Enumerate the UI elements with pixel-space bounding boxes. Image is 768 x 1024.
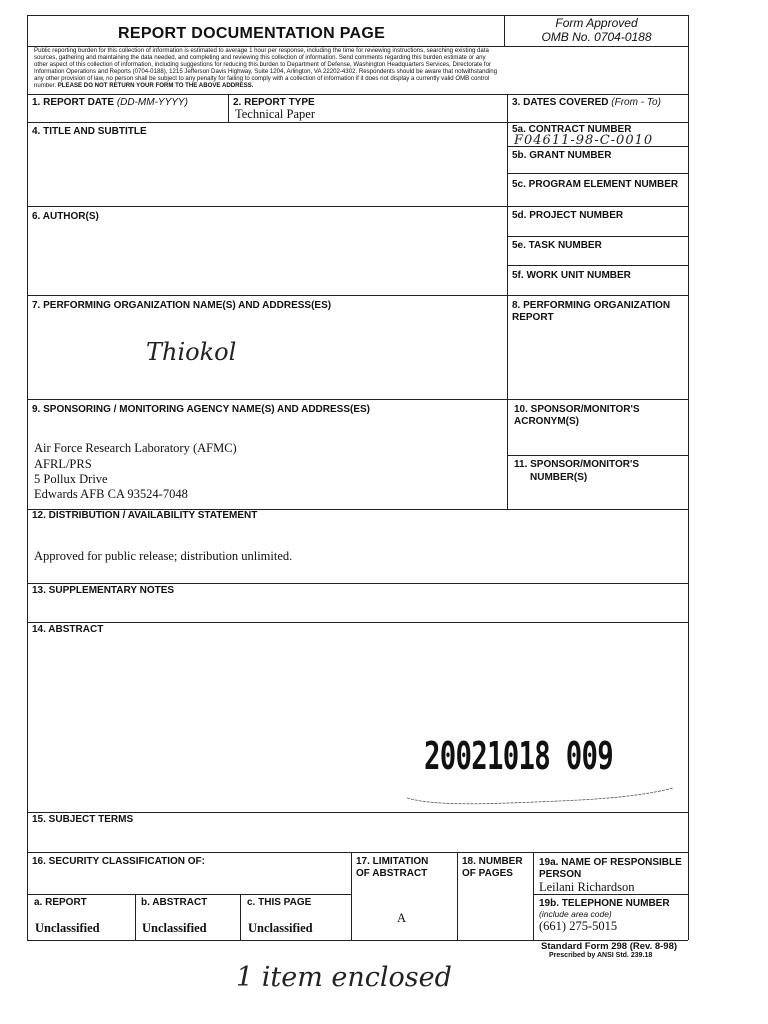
performing-org-label: 7. PERFORMING ORGANIZATION NAME(S) AND ADDRESS(ES) [32,300,332,311]
report-type-value: Technical Paper [235,107,315,121]
work-unit-label: 5f. WORK UNIT NUMBER [512,270,631,281]
divider [507,94,508,509]
divider [507,173,688,174]
prescribed-by-label: Prescribed by ANSI Std. 239.18 [549,952,653,959]
responsible-person-value: Leilani Richardson [539,880,635,894]
contract-number-label: 5a. CONTRACT NUMBER [512,124,632,135]
abstract-class-value: Unclassified [142,921,207,935]
sponsoring-agency-label: 9. SPONSORING / MONITORING AGENCY NAME(S) AND ADDRESS(ES) [32,404,370,415]
contract-number-value: F04611-98-C-0010 [514,133,654,148]
sponsor-number-label-2: NUMBER(S) [530,472,588,483]
divider [27,399,688,400]
task-number-label: 5e. TASK NUMBER [512,240,602,251]
security-classification-label: 16. SECURITY CLASSIFICATION OF: [32,856,205,867]
divider [507,455,688,456]
number-pages-label-1: 18. NUMBER [462,856,523,867]
handwritten-note: 1 item enclosed [236,962,452,993]
divider [27,122,688,123]
limitation-abstract-label-2: OF ABSTRACT [356,868,428,879]
notice-text: Public reporting burden for this collection of information is estimated to average 1 hour per response, including the time for reviewing instructions, searching existing data sources, gathering and maintaining the data needed, and completing and reviewing this collection of information. Send comments regarding this burden estimate or any other aspect of this collection of information, including suggestions for reducing this burden to Department of Defense, Washington Headquarters Services, Directorate for Information Operations and Reports (0704-0188), 1215 Jefferson Davis Highway, Suite 1204, Arlington, VA 22202-4302. Respondents should be aware that notwithstanding any other provision of law, no person shall be subject to any penalty for failing to comply with a collection of information if it does not display a currently valid OMB control number. [34,47,498,89]
form-border-left [27,15,28,940]
sponsor-acronym-label-1: 10. SPONSOR/MONITOR'S [514,404,640,415]
standard-form-label: Standard Form 298 (Rev. 8-98) [541,941,678,952]
divider [228,94,229,122]
number-pages-label-2: OF PAGES [462,868,513,879]
grant-number-label: 5b. GRANT NUMBER [512,150,612,161]
form-approved: Form Approved [555,16,638,30]
report-date-hint: (DD-MM-YYYY) [116,97,188,108]
notice-bold: PLEASE DO NOT RETURN YOUR FORM TO THE ABOVE ADDRESS. [57,82,254,89]
divider [27,295,688,296]
divider [135,894,136,940]
dates-covered-hint: (From - To) [611,97,661,108]
accession-stamp: 20021018 009 [424,734,614,778]
divider [27,94,688,95]
divider [351,852,352,940]
abstract-label: 14. ABSTRACT [32,624,104,635]
responsible-person-label-2: PERSON [539,869,582,880]
project-number-label: 5d. PROJECT NUMBER [512,210,624,221]
performing-org-report-label-1: 8. PERFORMING ORGANIZATION [512,300,671,311]
stamp-underline [405,784,675,808]
subject-terms-label: 15. SUBJECT TERMS [32,814,134,825]
report-type-label: 2. REPORT TYPE [233,97,315,108]
divider [240,894,241,940]
sponsoring-agency-line: 5 Pollux Drive [34,472,108,486]
sponsor-acronym-label-2: ACRONYM(S) [514,416,579,427]
divider [27,622,688,623]
divider [457,852,458,940]
divider [27,206,688,207]
sponsoring-agency-line: AFRL/PRS [34,457,92,471]
title-subtitle-label: 4. TITLE AND SUBTITLE [32,126,147,137]
abstract-class-label: b. ABSTRACT [141,897,208,908]
this-page-class-value: Unclassified [248,921,313,935]
divider [27,894,351,895]
form-border-right [688,15,689,940]
burden-notice [34,47,500,89]
sponsoring-agency-line: Edwards AFB CA 93524-7048 [34,487,188,501]
divider [27,812,688,813]
this-page-class-label: c. THIS PAGE [247,897,312,908]
report-date-label: 1. REPORT DATE (DD-MM-YYYY) [32,97,188,108]
performing-org-report-label-2: REPORT [512,312,554,323]
divider [27,583,688,584]
authors-label: 6. AUTHOR(S) [32,211,99,222]
form-title: REPORT DOCUMENTATION PAGE [118,25,386,42]
limitation-abstract-value: A [397,911,407,925]
divider [507,265,688,266]
performing-org-value: Thiokol [146,338,237,366]
program-element-label: 5c. PROGRAM ELEMENT NUMBER [512,179,679,190]
supplementary-notes-label: 13. SUPPLEMENTARY NOTES [32,585,175,596]
telephone-value: (661) 275-5015 [539,919,618,933]
distribution-value: Approved for public release; distribution unlimited. [34,549,293,563]
divider [27,852,688,853]
telephone-hint: (include area code) [539,909,612,919]
dates-covered-label: 3. DATES COVERED (From - To) [512,97,661,108]
divider [507,236,688,237]
telephone-label: 19b. TELEPHONE NUMBER [539,898,670,909]
report-class-value: Unclassified [35,921,100,935]
sponsoring-agency-line: Air Force Research Laboratory (AFMC) [34,441,237,455]
responsible-person-label-1: 19a. NAME OF RESPONSIBLE [539,857,682,868]
divider [533,852,534,940]
report-class-label: a. REPORT [34,897,87,908]
limitation-abstract-label-1: 17. LIMITATION [356,856,429,867]
distribution-label: 12. DISTRIBUTION / AVAILABILITY STATEMENT [32,510,258,521]
omb-number: OMB No. 0704-0188 [541,30,652,44]
sponsor-number-label-1: 11. SPONSOR/MONITOR'S [514,459,639,470]
